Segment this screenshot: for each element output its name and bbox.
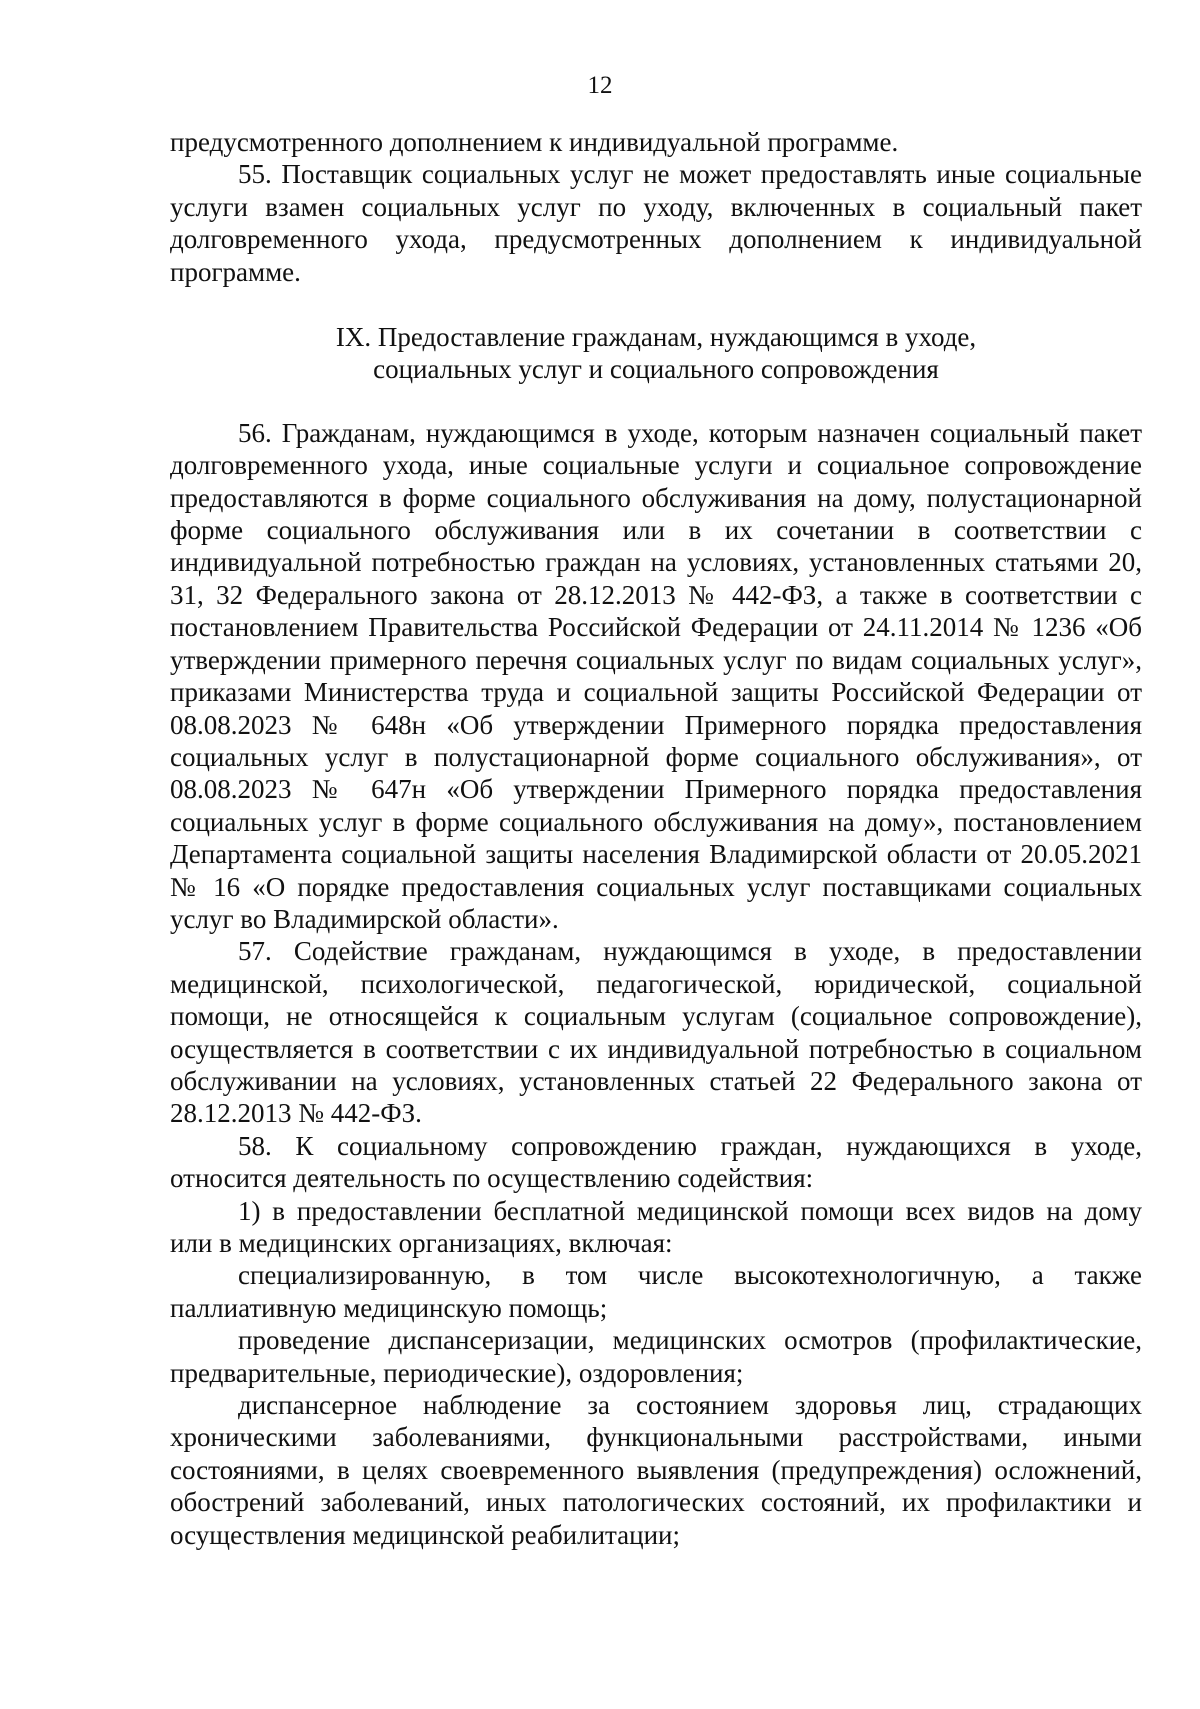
paragraph-55: 55. Поставщик социальных услуг не может предоставлять иные социальные услуги взамен социальных услуг по уходу, включенных в социальный пакет долговременного ухода, предусмотренных дополнением к индивидуальной программе.	[170, 159, 1142, 287]
section-heading-line-1: IX. Предоставление гражданам, нуждающимся в уходе,	[335, 322, 977, 353]
paragraph-56: 56. Гражданам, нуждающимся в уходе, которым назначен социальный пакет долговременного ухода, иные социальные услуги и социальное сопровождение предоставляются в форме социального обслуживания на дому, полустационарной форме социального обслуживания или в их сочетании в соответствии с индивидуальной потребностью граждан на условиях, установленных статьями 20, 31, 32 Федерального закона от 28.12.2013 № 442-ФЗ, а также в соответствии с постановлением Правительства Российской Федерации от 24.11.2014 № 1236 «Об утверждении примерного перечня социальных услуг по видам социальных услуг», приказами Министерства труда и социальной защиты Российской Федерации от 08.08.2023 № 648н «Об утверждении Примерного порядка предоставления социальных услуг в полустационарной форме социального обслуживания», от 08.08.2023 № 647н «Об утверждении Примерного порядка предоставления социальных услуг в форме социального обслуживания на дому», постановлением Департамента социальной защиты населения Владимирской области от 20.05.2021 № 16 «О порядке предоставления социальных услуг поставщиками социальных услуг во Владимирской области».	[170, 417, 1142, 934]
list-item-1: 1) в предоставлении бесплатной медицинской помощи всех видов на дому или в медицинских организациях, включая:	[170, 1195, 1142, 1258]
paragraph-57: 57. Содействие гражданам, нуждающимся в уходе, в предоставлении медицинской, психологической, педагогической, юридической, социальной помощи, не относящейся к социальным услугам (социальное сопровождение), осуществляется в соответствии с их индивидуальной потребностью в социальном обслуживании на условиях, установленных статьей 22 Федерального закона от 28.12.2013 № 442-ФЗ.	[170, 936, 1142, 1129]
paragraph-continuation: предусмотренного дополнением к индивидуальной программе.	[170, 127, 899, 157]
paragraph-58: 58. К социальному сопровождению граждан, нуждающихся в уходе, относится деятельность по осуществлению содействия:	[170, 1130, 1142, 1194]
list-subitem-medical-examinations: проведение диспансеризации, медицинских осмотров (профилактические, предварительные, периодические), оздоровления;	[170, 1325, 1142, 1388]
section-heading-ix	[170, 321, 1142, 386]
list-subitem-dispensary-observation: диспансерное наблюдение за состоянием здоровья лиц, страдающих хроническими заболеваниями, функциональными расстройствами, иными состояниями, в целях своевременного выявления (предупреждения) осложнений, обострений заболеваний, иных патологических состояний, их профилактики и осуществления медицинской реабилитации;	[170, 1390, 1142, 1550]
page-number: 12	[587, 72, 613, 99]
list-subitem-specialized-care: специализированную, в том числе высокотехнологичную, а также паллиативную медицинскую помощь;	[170, 1260, 1142, 1323]
document-body	[170, 126, 1142, 1551]
section-heading-line-2: социальных услуг и социального сопровождения	[373, 354, 939, 385]
